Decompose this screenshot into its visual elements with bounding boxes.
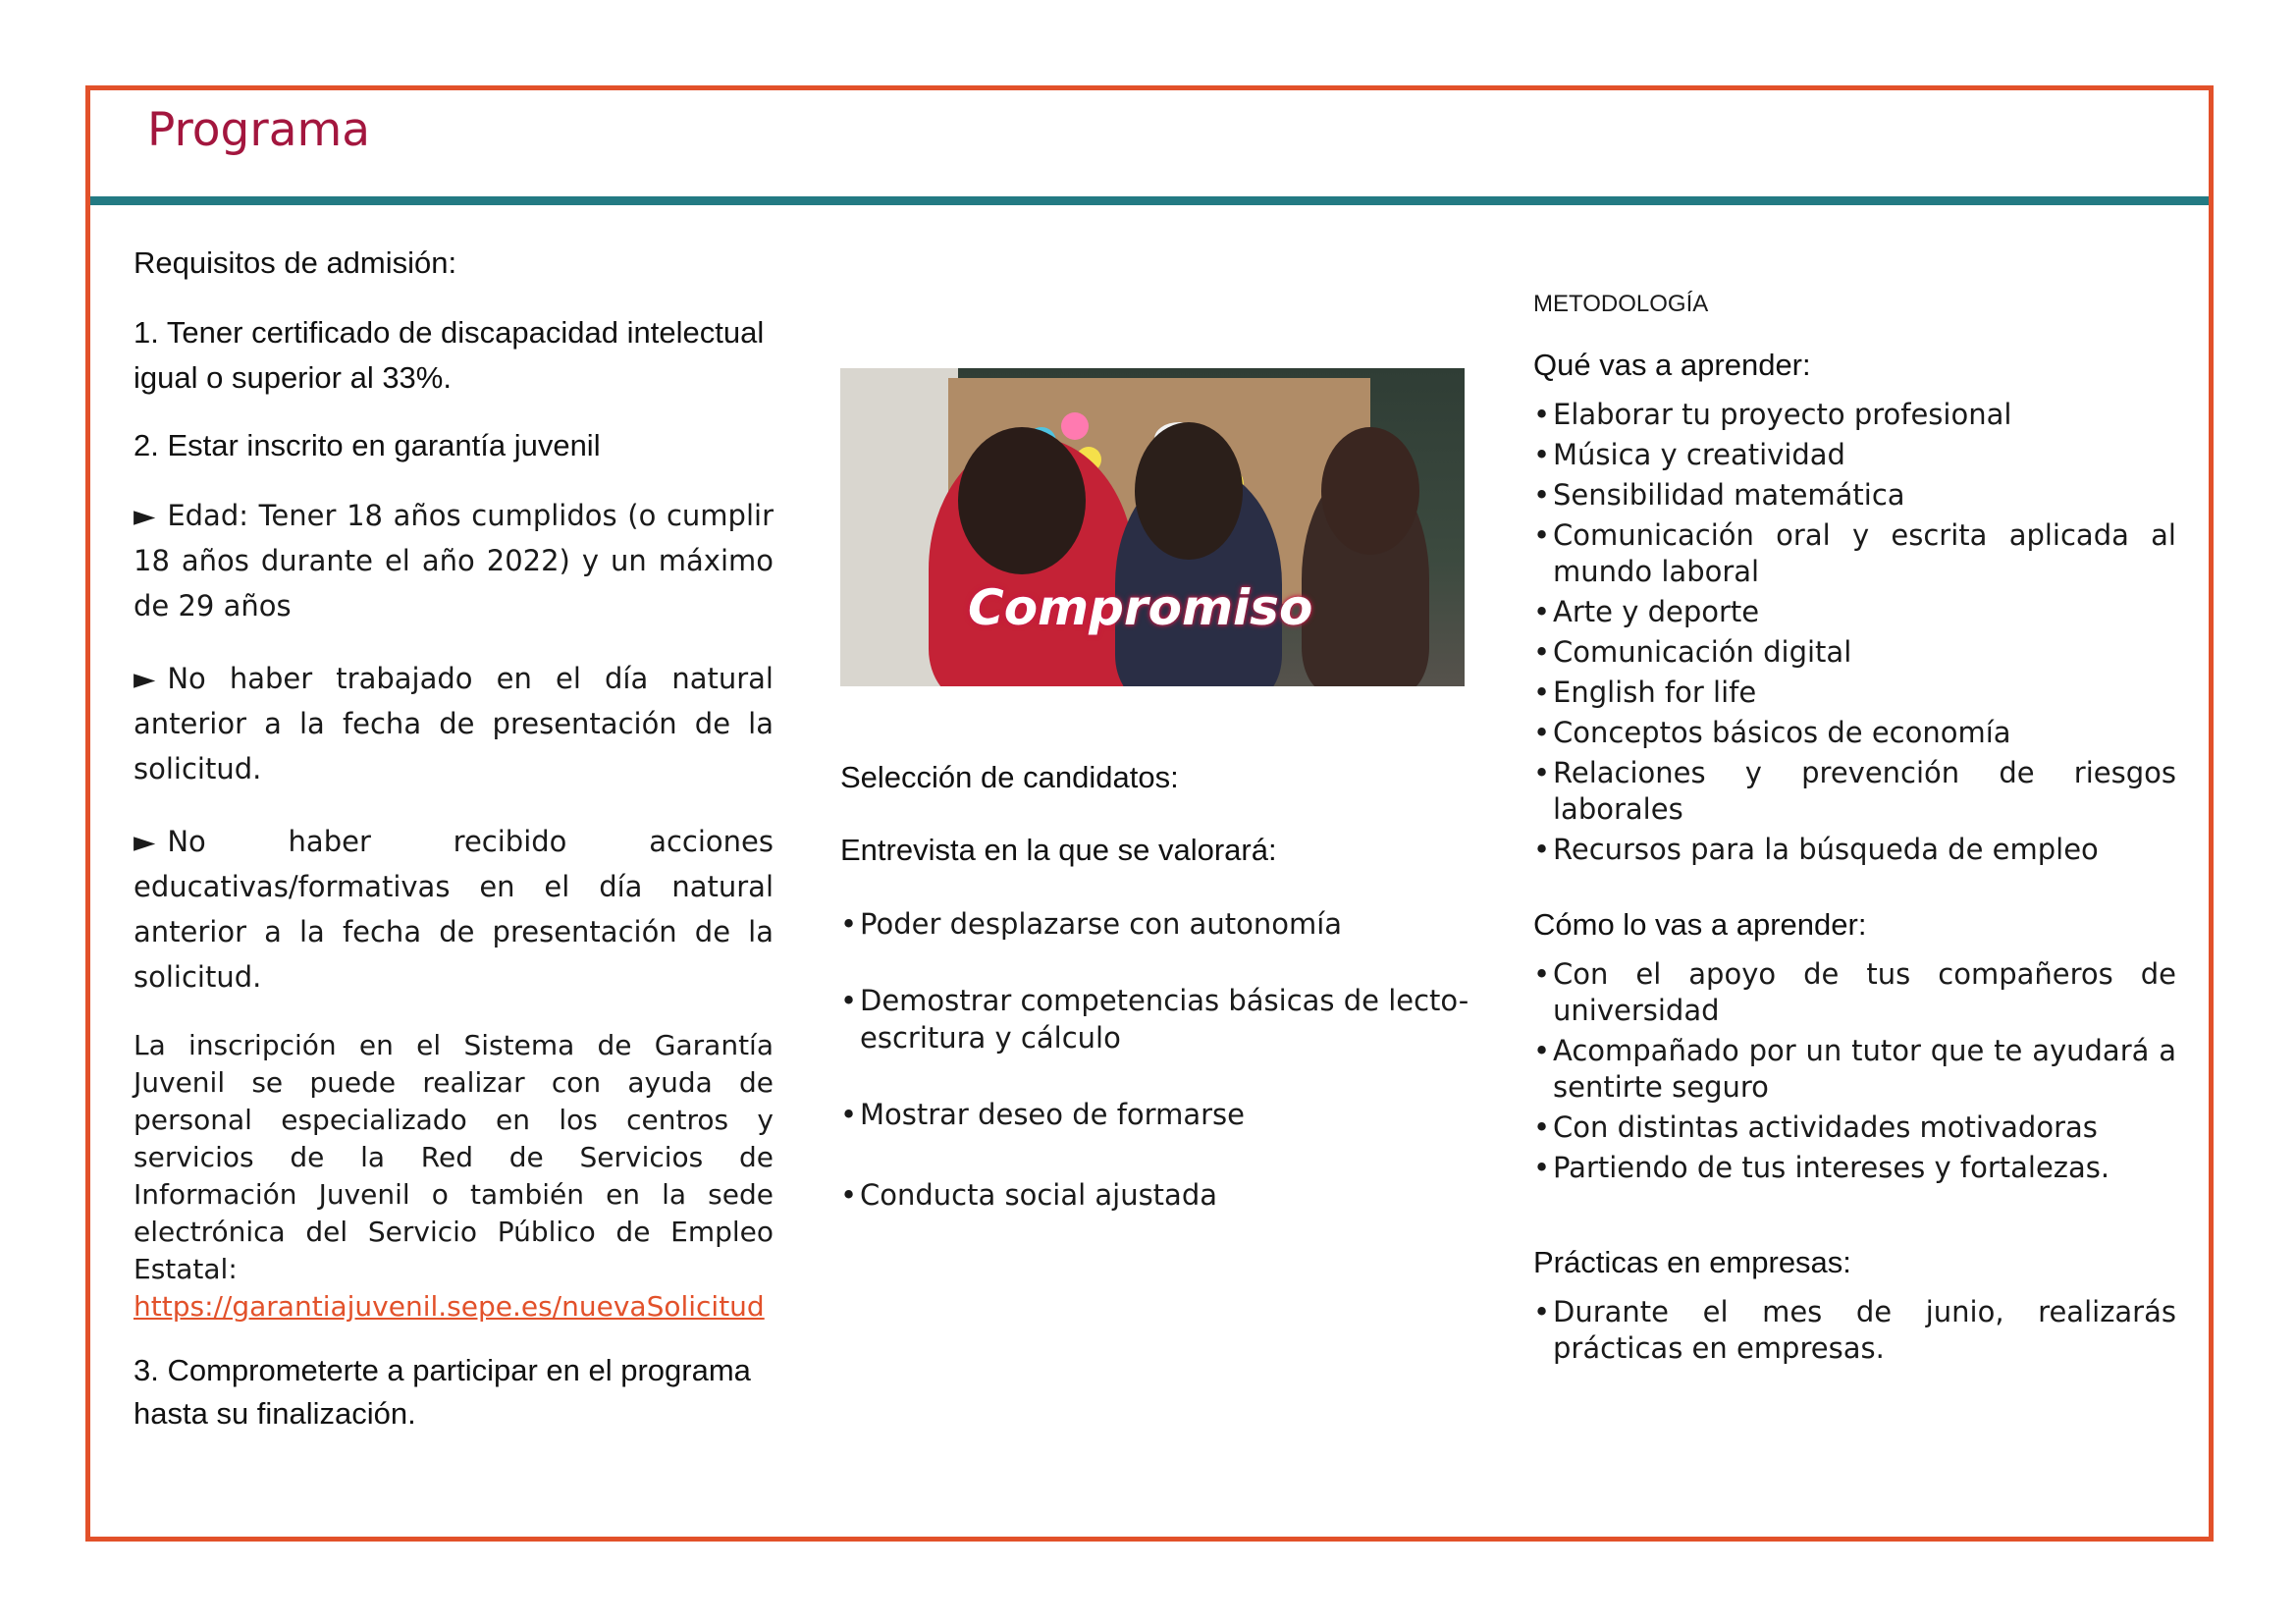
how-heading: Cómo lo vas a aprender: [1533,907,1867,942]
list-item: • Demostrar competencias básicas de lecto-escritura y cálculo [840,982,1488,1056]
age-condition: ► Edad: Tener 18 años cumplidos (o cumplir 18 años durante el año 2022) y un máximo de 29 años [133,499,774,623]
interview-criteria-list [840,905,1488,1214]
page-title: Programa [147,103,371,157]
arrow-icon: ► [133,825,156,858]
list-item: • Música y creatividad [1533,437,2176,473]
no-work-condition: ► No haber trabajado en el día natural anterior a la fecha de presentación de la solicitud. [133,662,774,785]
requirement-2: 2. Estar inscrito en garantía juvenil [133,428,601,462]
practice-list [1533,1294,2176,1367]
learn-heading: Qué vas a aprender: [1533,348,1811,382]
list-item: • Conducta social ajustada [840,1176,1488,1214]
learn-list [1533,397,2176,868]
list-item: • Con distintas actividades motivadoras [1533,1110,2176,1146]
students-photo [840,368,1465,686]
list-item: • Durante el mes de junio, realizarás prácticas en empresas. [1533,1294,2176,1367]
list-item: • Mostrar deseo de formarse [840,1096,1488,1133]
interview-heading: Entrevista en la que se valorará: [840,833,1277,867]
list-item: • Arte y deporte [1533,594,2176,630]
arrow-icon: ► [133,499,156,532]
list-item: • Acompañado por un tutor que te ayudará a sentirte seguro [1533,1033,2176,1106]
selection-heading: Selección de candidatos: [840,760,1179,794]
list-item: • Recursos para la búsqueda de empleo [1533,832,2176,868]
list-item: • Sensibilidad matemática [1533,477,2176,514]
list-item: • Conceptos básicos de economía [1533,715,2176,751]
photo-caption: Compromiso [968,579,1313,636]
list-item: • Elaborar tu proyecto profesional [1533,397,2176,433]
requirement-1: 1. Tener certificado de discapacidad intelectual igual o superior al 33%. [133,315,765,395]
list-item: • Con el apoyo de tus compañeros de universidad [1533,956,2176,1029]
garantia-juvenil-link[interactable]: https://garantiajuvenil.sepe.es/nuevaSolicitud [133,1290,765,1323]
admission-heading: Requisitos de admisión: [133,245,457,280]
admission-requirements-column [133,245,774,1435]
selection-column [840,368,1488,1214]
methodology-label: METODOLOGÍA [1533,291,1709,317]
title-divider [90,196,2209,205]
requirement-3: 3. Comprometerte a participar en el programa hasta su finalización. [133,1353,751,1431]
list-item: • Partiendo de tus intereses y fortalezas. [1533,1150,2176,1186]
arrow-icon: ► [133,662,156,695]
how-list [1533,956,2176,1186]
practice-heading: Prácticas en empresas: [1533,1245,1851,1279]
methodology-column [1533,291,2176,1371]
no-training-condition: ► No haber recibido acciones educativas/formativas en el día natural anterior a la fecha de presentación de la solicitud. [133,825,774,994]
inscription-info: La inscripción en el Sistema de Garantía Juvenil se puede realizar con ayuda de personal especializado en los centros y servicios de la Red de Servicios de Información Juvenil o también en la sede electrónica del Servicio Público de Empleo Estatal: https://garantiajuvenil.sepe.es/nuevaSolicitud [133,1029,774,1323]
list-item: • Comunicación digital [1533,634,2176,671]
list-item: • English for life [1533,675,2176,711]
list-item: • Poder desplazarse con autonomía [840,905,1488,943]
list-item: • Comunicación oral y escrita aplicada al mundo laboral [1533,517,2176,590]
list-item: • Relaciones y prevención de riesgos laborales [1533,755,2176,828]
